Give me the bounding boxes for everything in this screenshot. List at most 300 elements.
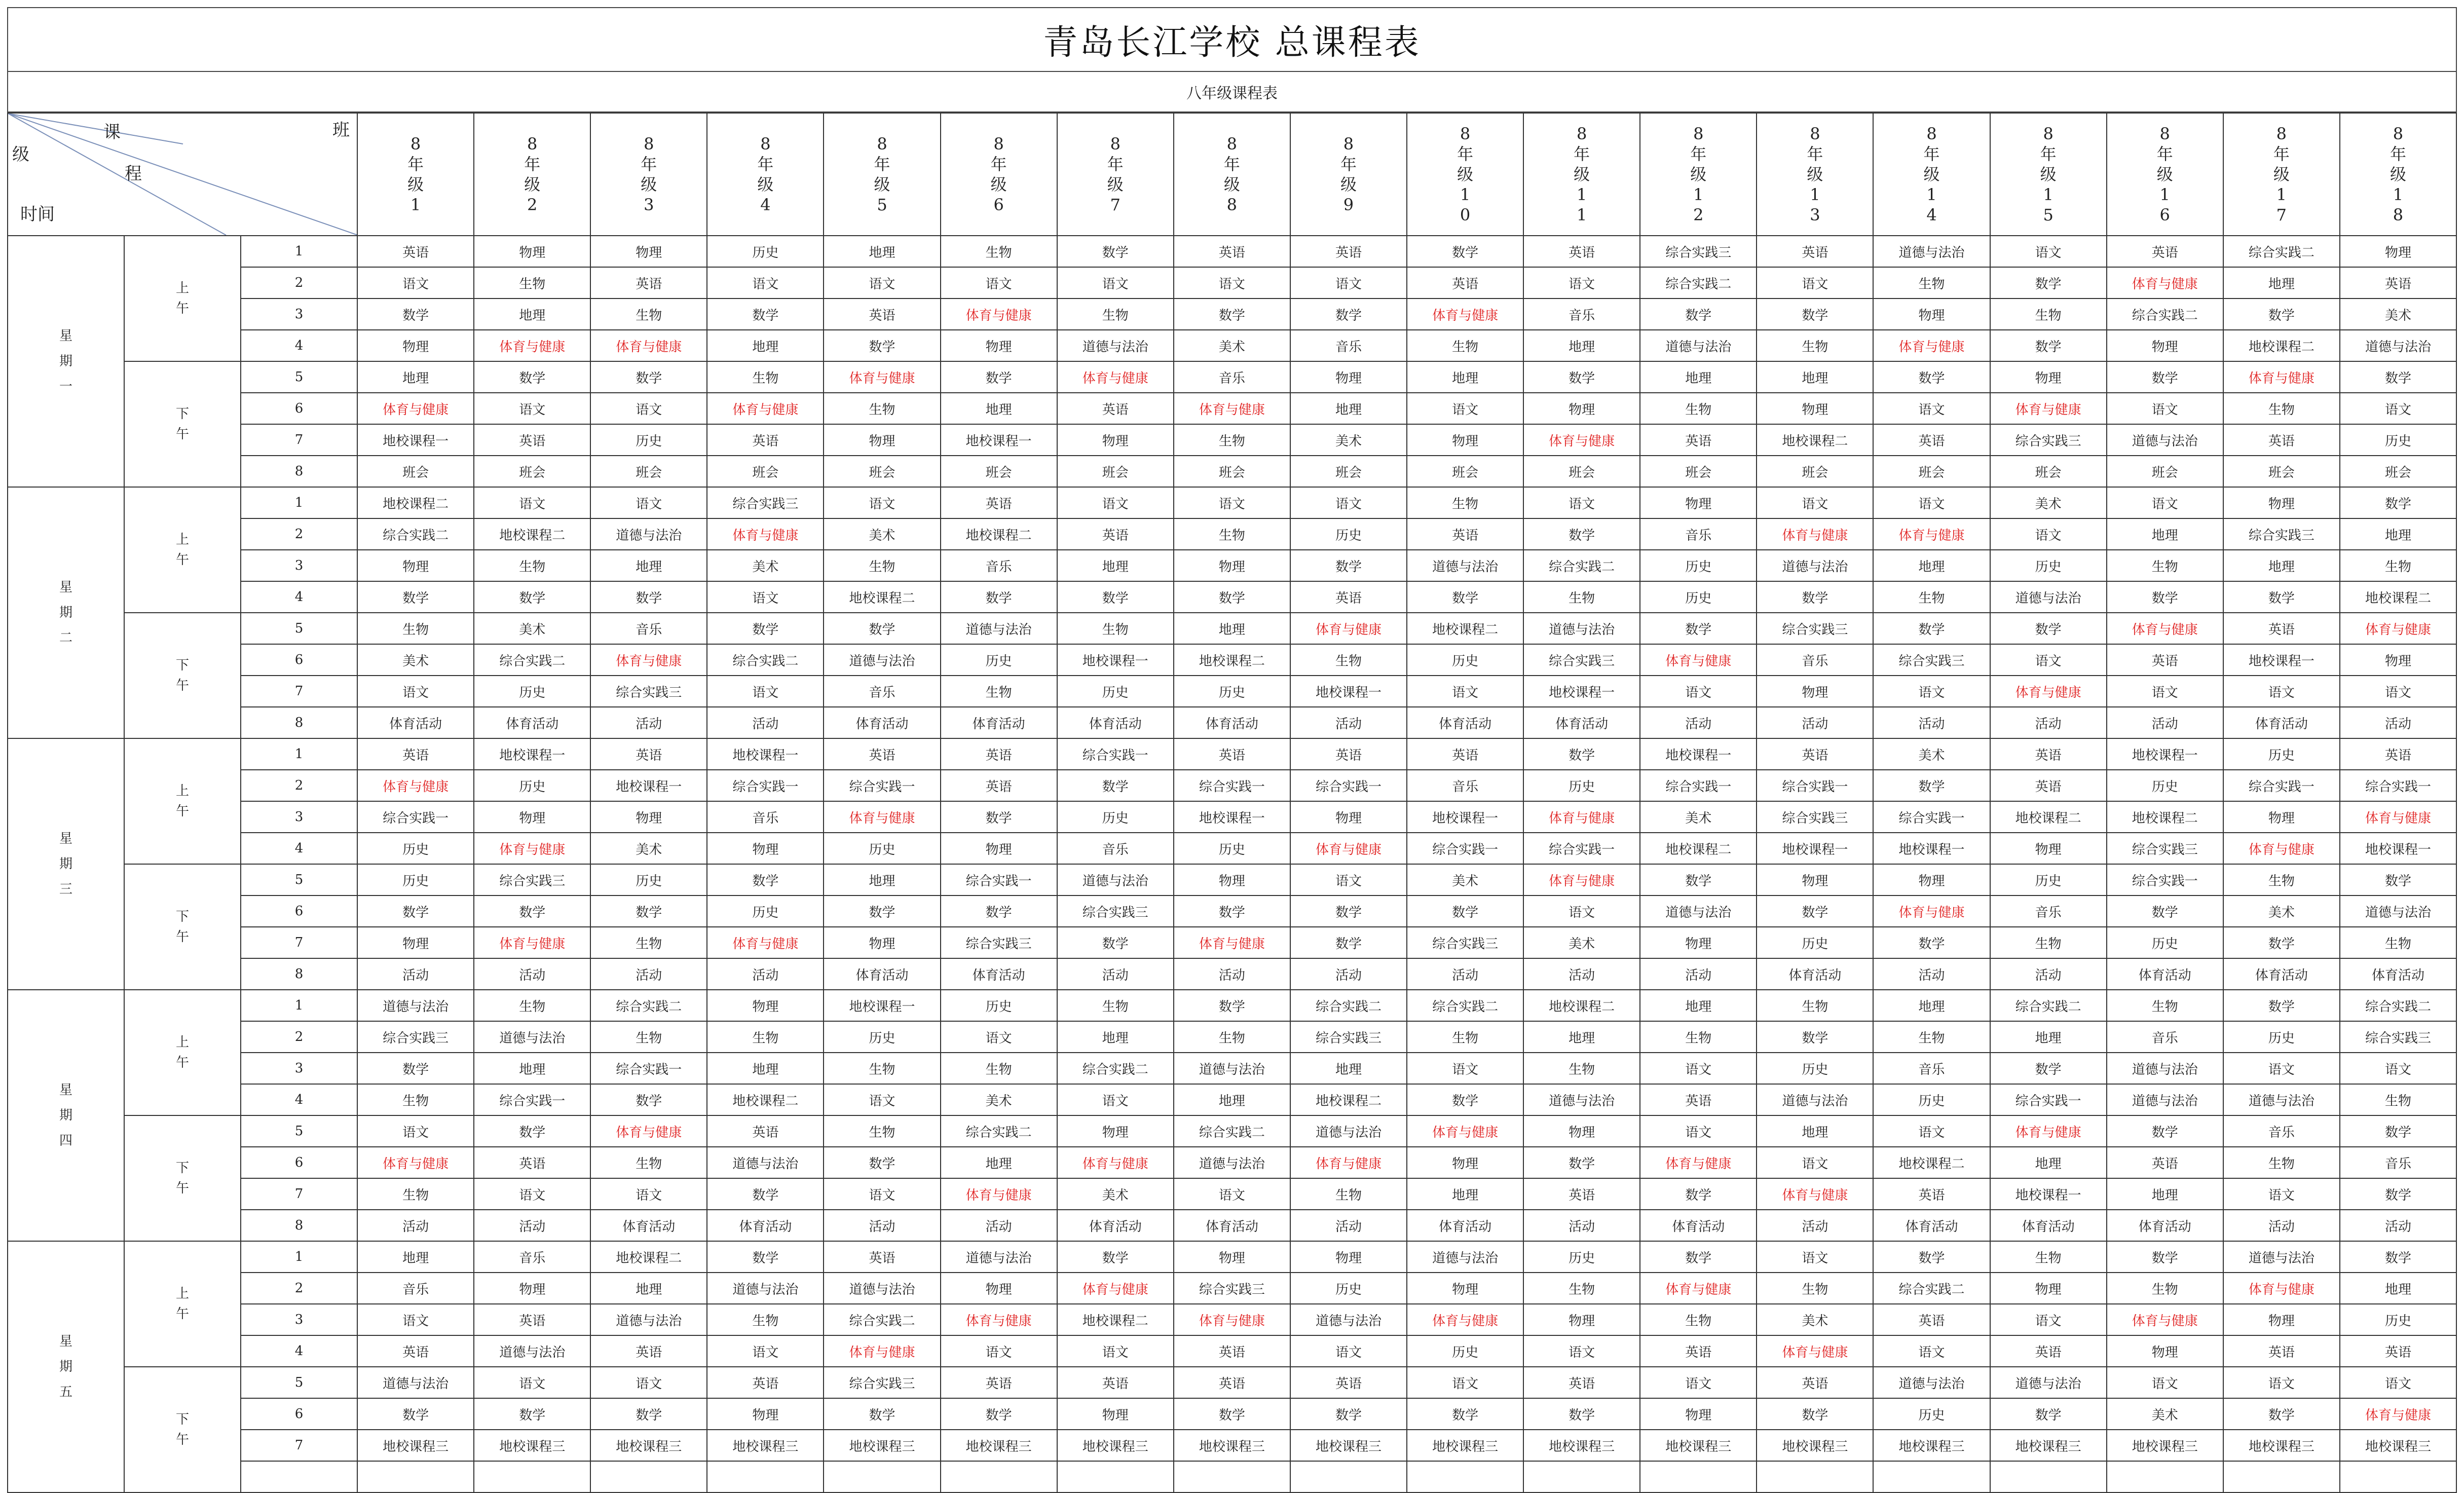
subject-cell[interactable]: 体育与健康 bbox=[1523, 424, 1640, 456]
subject-cell[interactable]: 数学 bbox=[474, 895, 590, 927]
subject-cell[interactable]: 体育与健康 bbox=[1873, 330, 1990, 361]
subject-cell[interactable]: 地校课程一 bbox=[1290, 676, 1407, 707]
subject-cell[interactable]: 数学 bbox=[1990, 330, 2107, 361]
subject-cell[interactable]: 体育活动 bbox=[1174, 1210, 1290, 1241]
subject-cell[interactable]: 数学 bbox=[1407, 236, 1523, 267]
subject-cell[interactable]: 音乐 bbox=[474, 1241, 590, 1273]
subject-cell[interactable]: 物理 bbox=[2223, 1304, 2340, 1335]
subject-cell[interactable]: 英语 bbox=[1174, 738, 1290, 770]
subject-cell[interactable]: 物理 bbox=[2340, 644, 2456, 676]
subject-cell[interactable]: 英语 bbox=[590, 738, 707, 770]
subject-cell[interactable]: 生物 bbox=[941, 1053, 1057, 1084]
subject-cell[interactable]: 综合实践二 bbox=[1873, 1273, 1990, 1304]
subject-cell[interactable]: 生物 bbox=[707, 1304, 824, 1335]
subject-cell[interactable]: 数学 bbox=[2223, 927, 2340, 958]
subject-cell[interactable]: 地校课程一 bbox=[357, 424, 474, 456]
subject-cell[interactable]: 英语 bbox=[2223, 613, 2340, 644]
subject-cell[interactable]: 音乐 bbox=[1873, 1053, 1990, 1084]
subject-cell[interactable]: 语文 bbox=[2223, 1178, 2340, 1210]
subject-cell[interactable]: 语文 bbox=[590, 1367, 707, 1398]
subject-cell[interactable]: 英语 bbox=[357, 1335, 474, 1367]
subject-cell[interactable]: 班会 bbox=[1174, 456, 1290, 487]
subject-cell[interactable]: 体育与健康 bbox=[1407, 1115, 1523, 1147]
subject-cell[interactable]: 地校课程二 bbox=[1523, 990, 1640, 1021]
subject-cell[interactable]: 体育与健康 bbox=[2107, 1304, 2223, 1335]
subject-cell[interactable]: 语文 bbox=[2340, 1053, 2456, 1084]
subject-cell[interactable]: 语文 bbox=[824, 267, 940, 298]
subject-cell[interactable]: 历史 bbox=[2340, 424, 2456, 456]
subject-cell[interactable]: 体育与健康 bbox=[1523, 801, 1640, 833]
subject-cell[interactable]: 体育与健康 bbox=[357, 1147, 474, 1178]
subject-cell[interactable]: 数学 bbox=[1057, 927, 1174, 958]
subject-cell[interactable]: 体育与健康 bbox=[1757, 1335, 1873, 1367]
subject-cell[interactable]: 物理 bbox=[824, 927, 940, 958]
subject-cell[interactable]: 地校课程二 bbox=[2223, 330, 2340, 361]
subject-cell[interactable]: 综合实践一 bbox=[1290, 770, 1407, 801]
subject-cell[interactable]: 地校课程二 bbox=[357, 487, 474, 518]
subject-cell[interactable]: 活动 bbox=[1290, 1210, 1407, 1241]
subject-cell[interactable]: 数学 bbox=[474, 1115, 590, 1147]
subject-cell[interactable]: 体育与健康 bbox=[2340, 801, 2456, 833]
subject-cell[interactable]: 语文 bbox=[1523, 1335, 1640, 1367]
subject-cell[interactable]: 体育与健康 bbox=[824, 801, 940, 833]
subject-cell[interactable]: 地理 bbox=[941, 1147, 1057, 1178]
subject-cell[interactable]: 英语 bbox=[824, 1241, 940, 1273]
subject-cell[interactable]: 生物 bbox=[1873, 267, 1990, 298]
subject-cell[interactable]: 生物 bbox=[2107, 1273, 2223, 1304]
subject-cell[interactable]: 体育活动 bbox=[1523, 707, 1640, 738]
subject-cell[interactable]: 体育活动 bbox=[941, 958, 1057, 990]
subject-cell[interactable]: 数学 bbox=[707, 864, 824, 895]
subject-cell[interactable]: 数学 bbox=[2107, 581, 2223, 613]
subject-cell[interactable]: 英语 bbox=[357, 236, 474, 267]
subject-cell[interactable]: 活动 bbox=[2340, 1210, 2456, 1241]
subject-cell[interactable]: 语文 bbox=[1757, 267, 1873, 298]
subject-cell[interactable]: 物理 bbox=[824, 424, 940, 456]
subject-cell[interactable]: 地校课程三 bbox=[1174, 1430, 1290, 1461]
subject-cell[interactable] bbox=[707, 1461, 824, 1492]
subject-cell[interactable]: 英语 bbox=[1057, 393, 1174, 424]
subject-cell[interactable]: 综合实践三 bbox=[707, 487, 824, 518]
subject-cell[interactable]: 历史 bbox=[1757, 1053, 1873, 1084]
subject-cell[interactable]: 数学 bbox=[2223, 298, 2340, 330]
subject-cell[interactable]: 地校课程二 bbox=[1290, 1084, 1407, 1115]
subject-cell[interactable]: 语文 bbox=[2107, 487, 2223, 518]
subject-cell[interactable]: 历史 bbox=[941, 644, 1057, 676]
subject-cell[interactable]: 英语 bbox=[1757, 738, 1873, 770]
subject-cell[interactable]: 数学 bbox=[1407, 895, 1523, 927]
subject-cell[interactable]: 生物 bbox=[1873, 581, 1990, 613]
subject-cell[interactable]: 地校课程二 bbox=[1057, 1304, 1174, 1335]
subject-cell[interactable]: 生物 bbox=[2107, 550, 2223, 581]
subject-cell[interactable]: 地校课程三 bbox=[590, 1430, 707, 1461]
subject-cell[interactable]: 数学 bbox=[1757, 1021, 1873, 1053]
subject-cell[interactable]: 体育与健康 bbox=[1290, 613, 1407, 644]
subject-cell[interactable]: 语文 bbox=[1057, 267, 1174, 298]
subject-cell[interactable]: 体育与健康 bbox=[1174, 393, 1290, 424]
subject-cell[interactable]: 语文 bbox=[2340, 1367, 2456, 1398]
subject-cell[interactable]: 道德与法治 bbox=[590, 1304, 707, 1335]
subject-cell[interactable]: 活动 bbox=[1640, 707, 1757, 738]
subject-cell[interactable]: 数学 bbox=[1640, 1178, 1757, 1210]
subject-cell[interactable]: 生物 bbox=[1407, 487, 1523, 518]
subject-cell[interactable]: 生物 bbox=[2340, 550, 2456, 581]
subject-cell[interactable]: 语文 bbox=[707, 581, 824, 613]
subject-cell[interactable]: 地校课程二 bbox=[1990, 801, 2107, 833]
subject-cell[interactable]: 地理 bbox=[1523, 330, 1640, 361]
subject-cell[interactable]: 生物 bbox=[2340, 1084, 2456, 1115]
subject-cell[interactable]: 体育与健康 bbox=[2107, 613, 2223, 644]
subject-cell[interactable]: 语文 bbox=[474, 393, 590, 424]
subject-cell[interactable]: 地校课程三 bbox=[707, 1430, 824, 1461]
subject-cell[interactable]: 语文 bbox=[1990, 644, 2107, 676]
subject-cell[interactable]: 地理 bbox=[1757, 1115, 1873, 1147]
subject-cell[interactable]: 历史 bbox=[1990, 550, 2107, 581]
subject-cell[interactable]: 地理 bbox=[707, 330, 824, 361]
subject-cell[interactable]: 体育与健康 bbox=[1407, 298, 1523, 330]
subject-cell[interactable]: 生物 bbox=[1990, 927, 2107, 958]
subject-cell[interactable]: 生物 bbox=[1757, 1273, 1873, 1304]
subject-cell[interactable]: 地校课程一 bbox=[1174, 801, 1290, 833]
subject-cell[interactable]: 道德与法治 bbox=[2340, 330, 2456, 361]
subject-cell[interactable]: 历史 bbox=[1407, 1335, 1523, 1367]
subject-cell[interactable]: 地理 bbox=[1873, 990, 1990, 1021]
subject-cell[interactable]: 班会 bbox=[2340, 456, 2456, 487]
subject-cell[interactable]: 道德与法治 bbox=[2107, 424, 2223, 456]
subject-cell[interactable]: 音乐 bbox=[1640, 518, 1757, 550]
subject-cell[interactable]: 物理 bbox=[357, 550, 474, 581]
subject-cell[interactable]: 物理 bbox=[590, 236, 707, 267]
subject-cell[interactable]: 英语 bbox=[2340, 267, 2456, 298]
subject-cell[interactable]: 数学 bbox=[1640, 298, 1757, 330]
subject-cell[interactable]: 综合实践一 bbox=[2107, 864, 2223, 895]
subject-cell[interactable]: 体育与健康 bbox=[357, 393, 474, 424]
subject-cell[interactable]: 历史 bbox=[1174, 676, 1290, 707]
subject-cell[interactable]: 体育与健康 bbox=[1174, 1304, 1290, 1335]
subject-cell[interactable]: 语文 bbox=[1523, 895, 1640, 927]
subject-cell[interactable]: 体育与健康 bbox=[1057, 1147, 1174, 1178]
subject-cell[interactable]: 物理 bbox=[1640, 927, 1757, 958]
subject-cell[interactable]: 体育与健康 bbox=[1640, 644, 1757, 676]
subject-cell[interactable]: 体育与健康 bbox=[474, 330, 590, 361]
subject-cell[interactable]: 语文 bbox=[1757, 487, 1873, 518]
subject-cell[interactable]: 生物 bbox=[357, 613, 474, 644]
subject-cell[interactable]: 数学 bbox=[824, 613, 940, 644]
subject-cell[interactable]: 地理 bbox=[1057, 1021, 1174, 1053]
subject-cell[interactable]: 综合实践二 bbox=[2223, 236, 2340, 267]
subject-cell[interactable]: 道德与法治 bbox=[941, 1241, 1057, 1273]
subject-cell[interactable]: 地理 bbox=[1407, 361, 1523, 393]
subject-cell[interactable]: 活动 bbox=[474, 1210, 590, 1241]
subject-cell[interactable]: 生物 bbox=[1757, 330, 1873, 361]
subject-cell[interactable]: 英语 bbox=[941, 487, 1057, 518]
subject-cell[interactable]: 英语 bbox=[1873, 424, 1990, 456]
subject-cell[interactable]: 地校课程三 bbox=[2223, 1430, 2340, 1461]
subject-cell[interactable]: 体育活动 bbox=[824, 707, 940, 738]
subject-cell[interactable]: 物理 bbox=[941, 330, 1057, 361]
subject-cell[interactable]: 历史 bbox=[2340, 1304, 2456, 1335]
subject-cell[interactable]: 生物 bbox=[1057, 613, 1174, 644]
subject-cell[interactable]: 历史 bbox=[474, 770, 590, 801]
subject-cell[interactable]: 物理 bbox=[1990, 833, 2107, 864]
subject-cell[interactable]: 语文 bbox=[590, 393, 707, 424]
subject-cell[interactable]: 地校课程三 bbox=[1523, 1430, 1640, 1461]
subject-cell[interactable]: 物理 bbox=[1990, 361, 2107, 393]
subject-cell[interactable] bbox=[1174, 1461, 1290, 1492]
subject-cell[interactable]: 音乐 bbox=[941, 550, 1057, 581]
subject-cell[interactable]: 班会 bbox=[824, 456, 940, 487]
subject-cell[interactable]: 生物 bbox=[1523, 581, 1640, 613]
subject-cell[interactable]: 道德与法治 bbox=[474, 1021, 590, 1053]
subject-cell[interactable]: 综合实践三 bbox=[1523, 644, 1640, 676]
subject-cell[interactable]: 语文 bbox=[2340, 676, 2456, 707]
subject-cell[interactable]: 地理 bbox=[1174, 1084, 1290, 1115]
subject-cell[interactable]: 综合实践二 bbox=[2107, 298, 2223, 330]
subject-cell[interactable]: 语文 bbox=[1873, 1335, 1990, 1367]
subject-cell[interactable]: 语文 bbox=[1873, 393, 1990, 424]
subject-cell[interactable]: 地校课程二 bbox=[590, 1241, 707, 1273]
subject-cell[interactable]: 综合实践二 bbox=[824, 1304, 940, 1335]
subject-cell[interactable]: 综合实践一 bbox=[707, 770, 824, 801]
subject-cell[interactable]: 音乐 bbox=[1057, 833, 1174, 864]
subject-cell[interactable]: 生物 bbox=[1523, 1273, 1640, 1304]
subject-cell[interactable]: 语文 bbox=[824, 487, 940, 518]
subject-cell[interactable]: 数学 bbox=[2340, 1178, 2456, 1210]
subject-cell[interactable]: 数学 bbox=[2340, 487, 2456, 518]
subject-cell[interactable]: 数学 bbox=[1990, 1053, 2107, 1084]
subject-cell[interactable]: 活动 bbox=[824, 1210, 940, 1241]
subject-cell[interactable]: 语文 bbox=[1990, 1304, 2107, 1335]
subject-cell[interactable]: 英语 bbox=[1640, 1335, 1757, 1367]
subject-cell[interactable]: 物理 bbox=[707, 990, 824, 1021]
subject-cell[interactable]: 生物 bbox=[707, 1021, 824, 1053]
subject-cell[interactable]: 综合实践二 bbox=[1174, 1115, 1290, 1147]
subject-cell[interactable]: 综合实践一 bbox=[1640, 770, 1757, 801]
subject-cell[interactable] bbox=[474, 1461, 590, 1492]
subject-cell[interactable]: 数学 bbox=[1407, 1398, 1523, 1430]
subject-cell[interactable]: 物理 bbox=[1990, 1273, 2107, 1304]
subject-cell[interactable]: 数学 bbox=[1174, 1398, 1290, 1430]
subject-cell[interactable]: 综合实践二 bbox=[1057, 1053, 1174, 1084]
subject-cell[interactable]: 数学 bbox=[474, 361, 590, 393]
subject-cell[interactable]: 音乐 bbox=[1523, 298, 1640, 330]
subject-cell[interactable]: 综合实践二 bbox=[2340, 990, 2456, 1021]
subject-cell[interactable]: 地校课程一 bbox=[1757, 833, 1873, 864]
subject-cell[interactable]: 物理 bbox=[707, 1398, 824, 1430]
subject-cell[interactable]: 英语 bbox=[707, 1367, 824, 1398]
subject-cell[interactable]: 体育与健康 bbox=[1873, 895, 1990, 927]
subject-cell[interactable]: 体育活动 bbox=[1174, 707, 1290, 738]
subject-cell[interactable]: 地校课程一 bbox=[590, 770, 707, 801]
subject-cell[interactable]: 历史 bbox=[590, 864, 707, 895]
subject-cell[interactable]: 生物 bbox=[1057, 298, 1174, 330]
subject-cell[interactable]: 生物 bbox=[1640, 393, 1757, 424]
subject-cell[interactable]: 语文 bbox=[707, 676, 824, 707]
subject-cell[interactable]: 数学 bbox=[1757, 581, 1873, 613]
subject-cell[interactable]: 语文 bbox=[941, 1021, 1057, 1053]
subject-cell[interactable]: 体育与健康 bbox=[941, 1304, 1057, 1335]
subject-cell[interactable]: 英语 bbox=[357, 738, 474, 770]
subject-cell[interactable]: 道德与法治 bbox=[2340, 895, 2456, 927]
subject-cell[interactable]: 英语 bbox=[707, 424, 824, 456]
subject-cell[interactable]: 道德与法治 bbox=[941, 613, 1057, 644]
subject-cell[interactable]: 地校课程三 bbox=[1290, 1430, 1407, 1461]
subject-cell[interactable]: 体育活动 bbox=[941, 707, 1057, 738]
subject-cell[interactable]: 生物 bbox=[824, 393, 940, 424]
subject-cell[interactable]: 地校课程二 bbox=[824, 581, 940, 613]
subject-cell[interactable]: 活动 bbox=[474, 958, 590, 990]
subject-cell[interactable]: 语文 bbox=[1290, 267, 1407, 298]
subject-cell[interactable]: 生物 bbox=[2223, 864, 2340, 895]
subject-cell[interactable]: 数学 bbox=[824, 1398, 940, 1430]
subject-cell[interactable]: 语文 bbox=[1174, 1178, 1290, 1210]
subject-cell[interactable]: 数学 bbox=[590, 361, 707, 393]
subject-cell[interactable]: 生物 bbox=[1174, 424, 1290, 456]
subject-cell[interactable]: 道德与法治 bbox=[590, 518, 707, 550]
subject-cell[interactable]: 历史 bbox=[1057, 676, 1174, 707]
subject-cell[interactable]: 语文 bbox=[1640, 1367, 1757, 1398]
subject-cell[interactable]: 历史 bbox=[1640, 550, 1757, 581]
subject-cell[interactable]: 音乐 bbox=[707, 801, 824, 833]
subject-cell[interactable]: 道德与法治 bbox=[2107, 1084, 2223, 1115]
subject-cell[interactable]: 地校课程一 bbox=[474, 738, 590, 770]
subject-cell[interactable]: 语文 bbox=[1873, 487, 1990, 518]
subject-cell[interactable]: 体育与健康 bbox=[1290, 833, 1407, 864]
subject-cell[interactable]: 地校课程一 bbox=[1640, 738, 1757, 770]
subject-cell[interactable]: 数学 bbox=[2107, 1241, 2223, 1273]
subject-cell[interactable]: 综合实践一 bbox=[1990, 1084, 2107, 1115]
subject-cell[interactable]: 数学 bbox=[1873, 361, 1990, 393]
subject-cell[interactable]: 生物 bbox=[1290, 1178, 1407, 1210]
subject-cell[interactable]: 体育活动 bbox=[2340, 958, 2456, 990]
subject-cell[interactable]: 综合实践一 bbox=[2223, 770, 2340, 801]
subject-cell[interactable]: 班会 bbox=[941, 456, 1057, 487]
subject-cell[interactable]: 综合实践一 bbox=[1407, 833, 1523, 864]
subject-cell[interactable]: 综合实践二 bbox=[1407, 990, 1523, 1021]
subject-cell[interactable]: 地校课程二 bbox=[474, 518, 590, 550]
subject-cell[interactable]: 综合实践一 bbox=[941, 864, 1057, 895]
subject-cell[interactable]: 生物 bbox=[1174, 1021, 1290, 1053]
subject-cell[interactable]: 地校课程一 bbox=[1407, 801, 1523, 833]
subject-cell[interactable]: 数学 bbox=[941, 581, 1057, 613]
subject-cell[interactable]: 语文 bbox=[707, 1335, 824, 1367]
subject-cell[interactable]: 物理 bbox=[1523, 393, 1640, 424]
subject-cell[interactable]: 语文 bbox=[1523, 267, 1640, 298]
subject-cell[interactable]: 体育活动 bbox=[2107, 958, 2223, 990]
subject-cell[interactable]: 语文 bbox=[1290, 487, 1407, 518]
subject-cell[interactable]: 英语 bbox=[1174, 236, 1290, 267]
subject-cell[interactable]: 班会 bbox=[1057, 456, 1174, 487]
subject-cell[interactable]: 体育与健康 bbox=[1290, 1147, 1407, 1178]
subject-cell[interactable]: 美术 bbox=[590, 833, 707, 864]
subject-cell[interactable]: 地校课程二 bbox=[1174, 644, 1290, 676]
subject-cell[interactable]: 美术 bbox=[707, 550, 824, 581]
subject-cell[interactable]: 体育活动 bbox=[824, 958, 940, 990]
subject-cell[interactable] bbox=[1523, 1461, 1640, 1492]
subject-cell[interactable]: 数学 bbox=[1057, 581, 1174, 613]
subject-cell[interactable]: 体育活动 bbox=[2223, 707, 2340, 738]
subject-cell[interactable]: 物理 bbox=[1057, 1398, 1174, 1430]
subject-cell[interactable]: 地校课程三 bbox=[474, 1430, 590, 1461]
subject-cell[interactable]: 体育与健康 bbox=[2340, 613, 2456, 644]
subject-cell[interactable]: 班会 bbox=[2223, 456, 2340, 487]
subject-cell[interactable]: 语文 bbox=[1407, 1053, 1523, 1084]
subject-cell[interactable]: 数学 bbox=[1523, 738, 1640, 770]
subject-cell[interactable]: 数学 bbox=[824, 895, 940, 927]
subject-cell[interactable]: 历史 bbox=[590, 424, 707, 456]
subject-cell[interactable]: 体育与健康 bbox=[1990, 676, 2107, 707]
subject-cell[interactable]: 地校课程三 bbox=[1990, 1430, 2107, 1461]
subject-cell[interactable]: 生物 bbox=[1640, 1021, 1757, 1053]
subject-cell[interactable]: 历史 bbox=[2107, 770, 2223, 801]
subject-cell[interactable]: 地理 bbox=[2107, 1178, 2223, 1210]
subject-cell[interactable]: 生物 bbox=[2223, 393, 2340, 424]
subject-cell[interactable] bbox=[1640, 1461, 1757, 1492]
subject-cell[interactable]: 美术 bbox=[1757, 1304, 1873, 1335]
subject-cell[interactable]: 物理 bbox=[474, 1273, 590, 1304]
subject-cell[interactable]: 物理 bbox=[1174, 864, 1290, 895]
subject-cell[interactable]: 语文 bbox=[2223, 1367, 2340, 1398]
subject-cell[interactable]: 英语 bbox=[474, 1304, 590, 1335]
subject-cell[interactable]: 英语 bbox=[1523, 236, 1640, 267]
subject-cell[interactable]: 语文 bbox=[824, 1178, 940, 1210]
subject-cell[interactable]: 地理 bbox=[2107, 518, 2223, 550]
subject-cell[interactable]: 物理 bbox=[1873, 298, 1990, 330]
subject-cell[interactable]: 生物 bbox=[590, 298, 707, 330]
subject-cell[interactable]: 道德与法治 bbox=[824, 644, 940, 676]
subject-cell[interactable]: 英语 bbox=[474, 1147, 590, 1178]
subject-cell[interactable]: 体育与健康 bbox=[2340, 1398, 2456, 1430]
subject-cell[interactable]: 体育与健康 bbox=[590, 330, 707, 361]
subject-cell[interactable]: 班会 bbox=[1523, 456, 1640, 487]
subject-cell[interactable]: 道德与法治 bbox=[1640, 330, 1757, 361]
subject-cell[interactable]: 地校课程三 bbox=[1640, 1430, 1757, 1461]
subject-cell[interactable]: 体育与健康 bbox=[474, 833, 590, 864]
subject-cell[interactable]: 地校课程一 bbox=[2107, 738, 2223, 770]
subject-cell[interactable]: 地理 bbox=[2223, 267, 2340, 298]
subject-cell[interactable]: 综合实践一 bbox=[824, 770, 940, 801]
subject-cell[interactable]: 生物 bbox=[1174, 518, 1290, 550]
subject-cell[interactable]: 综合实践一 bbox=[1523, 833, 1640, 864]
subject-cell[interactable]: 综合实践一 bbox=[474, 1084, 590, 1115]
subject-cell[interactable]: 活动 bbox=[357, 1210, 474, 1241]
subject-cell[interactable]: 体育与健康 bbox=[2223, 833, 2340, 864]
subject-cell[interactable]: 英语 bbox=[1057, 1367, 1174, 1398]
subject-cell[interactable]: 数学 bbox=[1174, 895, 1290, 927]
subject-cell[interactable]: 物理 bbox=[1290, 361, 1407, 393]
subject-cell[interactable]: 语文 bbox=[2223, 676, 2340, 707]
subject-cell[interactable]: 英语 bbox=[824, 298, 940, 330]
subject-cell[interactable]: 语文 bbox=[1057, 1084, 1174, 1115]
subject-cell[interactable]: 体育与健康 bbox=[590, 1115, 707, 1147]
subject-cell[interactable] bbox=[1990, 1461, 2107, 1492]
subject-cell[interactable]: 数学 bbox=[474, 581, 590, 613]
subject-cell[interactable]: 语文 bbox=[1757, 1241, 1873, 1273]
subject-cell[interactable]: 综合实践二 bbox=[941, 1115, 1057, 1147]
subject-cell[interactable]: 道德与法治 bbox=[1990, 1367, 2107, 1398]
subject-cell[interactable]: 数学 bbox=[707, 1241, 824, 1273]
subject-cell[interactable]: 历史 bbox=[1757, 927, 1873, 958]
subject-cell[interactable]: 语文 bbox=[1873, 1115, 1990, 1147]
subject-cell[interactable]: 地理 bbox=[357, 361, 474, 393]
subject-cell[interactable]: 数学 bbox=[590, 1398, 707, 1430]
subject-cell[interactable]: 语文 bbox=[941, 1335, 1057, 1367]
subject-cell[interactable]: 地理 bbox=[1057, 550, 1174, 581]
subject-cell[interactable]: 物理 bbox=[707, 833, 824, 864]
subject-cell[interactable]: 生物 bbox=[1990, 1241, 2107, 1273]
subject-cell[interactable]: 道德与法治 bbox=[357, 990, 474, 1021]
subject-cell[interactable]: 语文 bbox=[1757, 1147, 1873, 1178]
